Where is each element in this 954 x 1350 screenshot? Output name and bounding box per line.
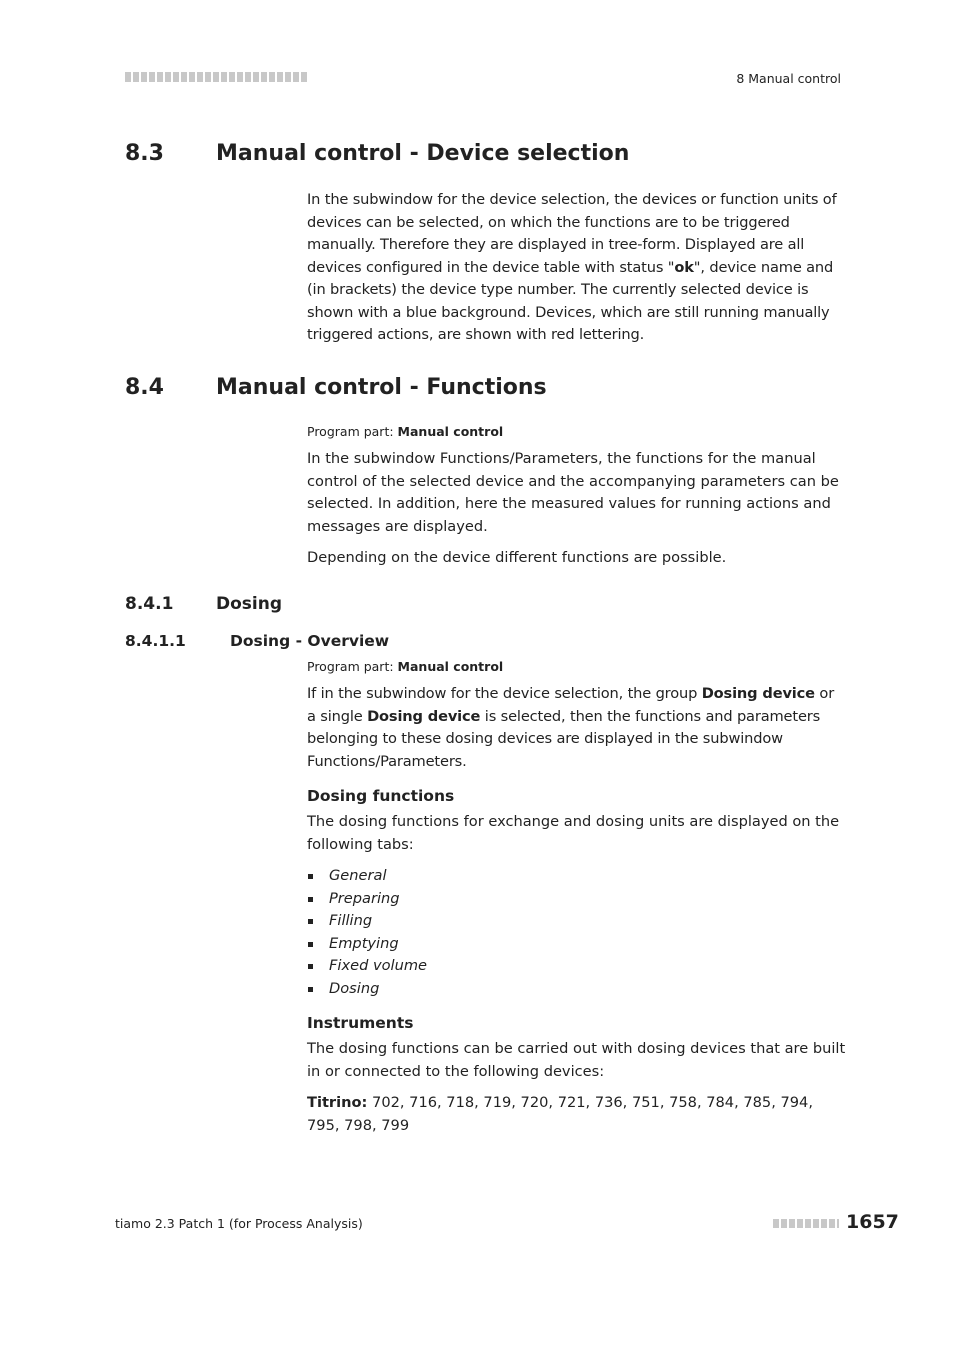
tab-name: Dosing: [329, 979, 380, 997]
instruments-heading: Instruments: [307, 1014, 414, 1032]
section-8-4-1-1-body: [307, 659, 847, 1137]
dosing-device-emphasis: Dosing device: [701, 685, 815, 702]
section-heading-8-4: [125, 375, 547, 400]
status-ok-emphasis: ok: [674, 258, 694, 276]
program-part-label: Program part:: [307, 424, 398, 439]
paragraph-text: is selected, then the functions and parameters belonging to these dosing devices are displayed in the subwindow Functions/Parameters.: [307, 707, 821, 770]
titrino-values: 702, 716, 718, 719, 720, 721, 736, 751, 758, 784, 785, 794, 795, 798, 799: [307, 1094, 813, 1134]
paragraph-text: or a single: [307, 685, 835, 725]
list-item: [307, 865, 847, 888]
footer-product: tiamo 2.3 Patch 1 (for Process Analysis): [115, 1216, 363, 1231]
section-number: 8.4: [125, 375, 164, 400]
section-title: Manual control - Functions: [216, 375, 547, 400]
program-part-line: [307, 659, 847, 674]
titrino-label: Titrino:: [307, 1094, 368, 1111]
bullet-icon: [308, 874, 313, 879]
tab-name: Emptying: [329, 934, 399, 952]
section-title: Manual control - Device selection: [216, 141, 630, 166]
list-item: [307, 888, 847, 911]
dosing-functions-paragraph: The dosing functions for exchange and dosing units are displayed on the following tabs:: [307, 813, 840, 853]
dosing-functions-heading: Dosing functions: [307, 787, 455, 805]
section-heading-8-4-1: [125, 594, 282, 614]
bullet-icon: [308, 897, 313, 902]
header-decoration: [125, 72, 307, 82]
list-item: [307, 910, 847, 933]
tab-name: Fixed volume: [329, 957, 428, 974]
tab-name: General: [329, 867, 387, 884]
instruments-paragraph: The dosing functions can be carried out with dosing devices that are built in or connected to the following devices:: [307, 1040, 846, 1080]
section-title: Dosing - Overview: [230, 632, 390, 650]
functions-note: Depending on the device different functions are possible.: [307, 549, 727, 566]
footer-decoration: [773, 1219, 839, 1228]
page-number: 1657: [846, 1211, 899, 1233]
paragraph-text: In the subwindow for the device selection, the devices or function units of devices can be selected, on which the functions are to be triggered manually. Therefore they are displayed in tree-form. Displayed are all devices configured in the device table with status ": [307, 191, 837, 276]
section-8-4-body: [307, 424, 847, 570]
list-item: [307, 933, 847, 956]
section-number: 8.4.1: [125, 594, 174, 614]
bullet-icon: [308, 987, 313, 992]
program-part-line: [307, 424, 847, 439]
tab-name: Filling: [329, 912, 373, 929]
paragraph-text: ", device name and (in brackets) the device type number. The currently selected device is shown with a blue background. Devices, which are still running manually triggered actions, are shown with red lettering.: [307, 258, 834, 343]
program-part-value: Manual control: [397, 424, 504, 439]
program-part-value: Manual control: [397, 659, 504, 674]
dosing-overview-paragraph: [307, 683, 847, 773]
section-heading-8-4-1-1: [125, 632, 389, 650]
running-header-chapter: 8 Manual control: [736, 71, 841, 86]
list-item: [307, 978, 847, 1001]
device-selection-paragraph: [307, 189, 847, 347]
program-part-label: Program part:: [307, 659, 398, 674]
section-heading-8-3: [125, 141, 629, 166]
section-number: 8.3: [125, 141, 164, 166]
tab-name: Preparing: [329, 889, 400, 907]
bullet-icon: [308, 942, 313, 947]
bullet-icon: [308, 964, 313, 969]
dosing-tabs-list: [307, 865, 847, 1000]
section-title: Dosing: [216, 594, 283, 614]
paragraph-text: If in the subwindow for the device selection, the group: [307, 685, 702, 702]
section-number: 8.4.1.1: [125, 632, 186, 650]
bullet-icon: [308, 919, 313, 924]
section-8-3-body: [307, 189, 847, 347]
dosing-device-emphasis: Dosing device: [367, 707, 481, 725]
list-item: [307, 955, 847, 978]
titrino-models: [307, 1092, 847, 1137]
functions-paragraph: In the subwindow Functions/Parameters, the functions for the manual control of the selected device and the accompanying parameters can be selected. In addition, here the measured values for running actions and messages are displayed.: [307, 450, 839, 535]
